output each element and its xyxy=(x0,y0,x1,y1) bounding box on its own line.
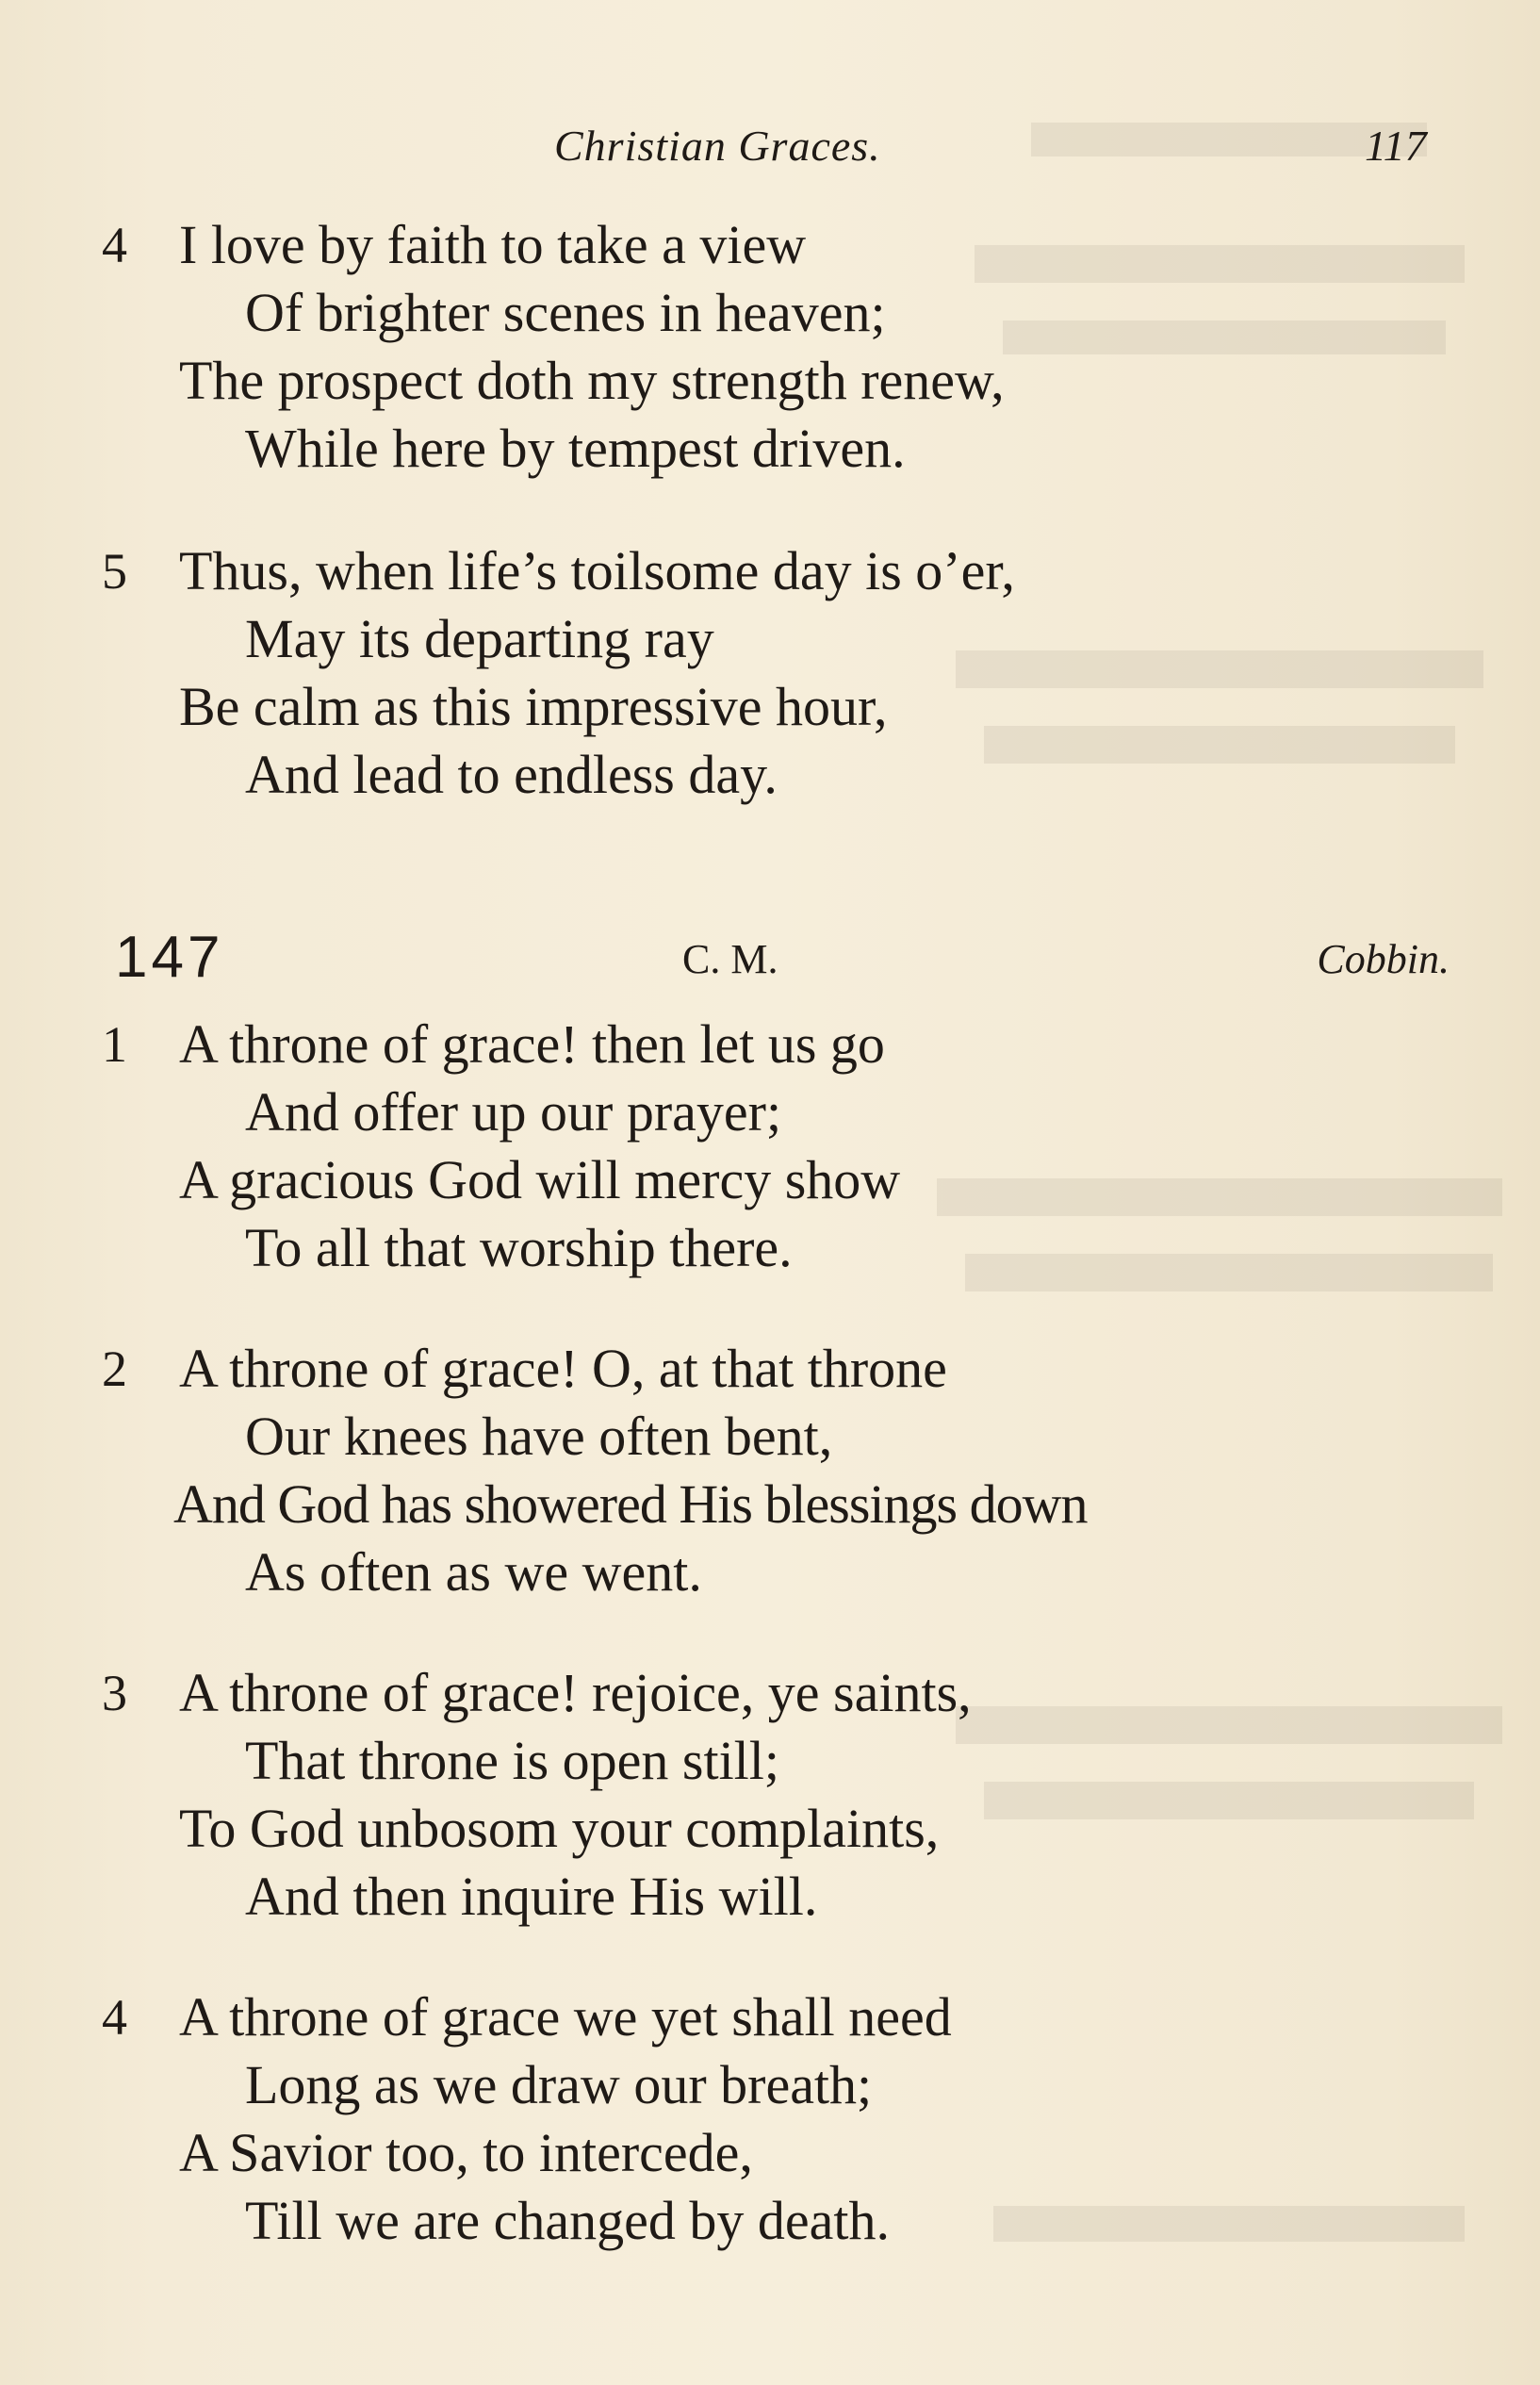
stanza-line: The prospect doth my strength renew, xyxy=(179,350,1005,411)
line-text: I love by faith to take a view xyxy=(179,214,807,275)
stanza-line xyxy=(102,537,1450,605)
hymn-number: 147 xyxy=(115,925,224,990)
stanza-line: Till we are changed by death. xyxy=(245,2190,890,2251)
stanza-line: Our knees have often bent, xyxy=(245,1406,833,1467)
verse-number: 4 xyxy=(102,1989,127,2046)
hymn-147-stanza-2 xyxy=(102,1335,1450,1606)
hymn-147-stanza-4 xyxy=(102,1983,1450,2255)
stanza-line: And then inquire His will. xyxy=(245,1866,818,1927)
stanza-line: To all that worship there. xyxy=(245,1217,793,1278)
verse-number: 5 xyxy=(102,543,127,600)
stanza-line xyxy=(102,211,1450,279)
previous-hymn-stanza-5 xyxy=(102,537,1450,809)
verse-number: 4 xyxy=(102,217,127,273)
line-text: A throne of grace we yet shall need xyxy=(179,1986,952,2048)
stanza-line xyxy=(102,1335,1450,1403)
verse-number: 1 xyxy=(102,1016,127,1073)
stanza-line: A gracious God will mercy show xyxy=(179,1149,901,1210)
hymn-147-stanza-1 xyxy=(102,1011,1450,1282)
stanza-line: While here by tempest driven. xyxy=(245,418,906,479)
stanza-line: Long as we draw our breath; xyxy=(245,2054,873,2115)
previous-hymn-stanza-4 xyxy=(102,211,1450,483)
stanza-line: As often as we went. xyxy=(245,1541,702,1603)
stanza-line xyxy=(102,1011,1450,1078)
line-text: A throne of grace! then let us go xyxy=(179,1013,885,1075)
hymn-author: Cobbin. xyxy=(1317,936,1450,982)
stanza-line: And lead to endless day. xyxy=(245,744,778,805)
stanza-line: And offer up our prayer; xyxy=(245,1081,782,1143)
stanza-line: A Savior too, to intercede, xyxy=(179,2122,753,2183)
hymn-header xyxy=(102,926,1450,997)
line-text: A throne of grace! O, at that throne xyxy=(179,1338,947,1399)
stanza-line: That throne is open still; xyxy=(245,1730,780,1791)
stanza-line xyxy=(102,1983,1450,2051)
stanza-line: And God has showered His blessings down xyxy=(173,1473,1088,1535)
running-header-title: Christian Graces. xyxy=(554,122,881,170)
verse-number: 3 xyxy=(102,1665,127,1721)
stanza-line: May its departing ray xyxy=(245,608,714,669)
hymn-meter: C. M. xyxy=(682,936,778,982)
page-number: 117 xyxy=(1365,122,1427,170)
verse-number: 2 xyxy=(102,1341,127,1397)
stanza-line: To God unbosom your complaints, xyxy=(179,1798,940,1859)
line-text: Thus, when life’s toilsome day is o’er, xyxy=(179,540,1015,601)
stanza-line: Of brighter scenes in heaven; xyxy=(245,282,886,343)
hymn-147-stanza-3 xyxy=(102,1659,1450,1931)
line-text: A throne of grace! rejoice, ye saints, xyxy=(179,1662,972,1723)
stanza-line xyxy=(102,1659,1450,1727)
stanza-line: Be calm as this impressive hour, xyxy=(179,676,888,737)
